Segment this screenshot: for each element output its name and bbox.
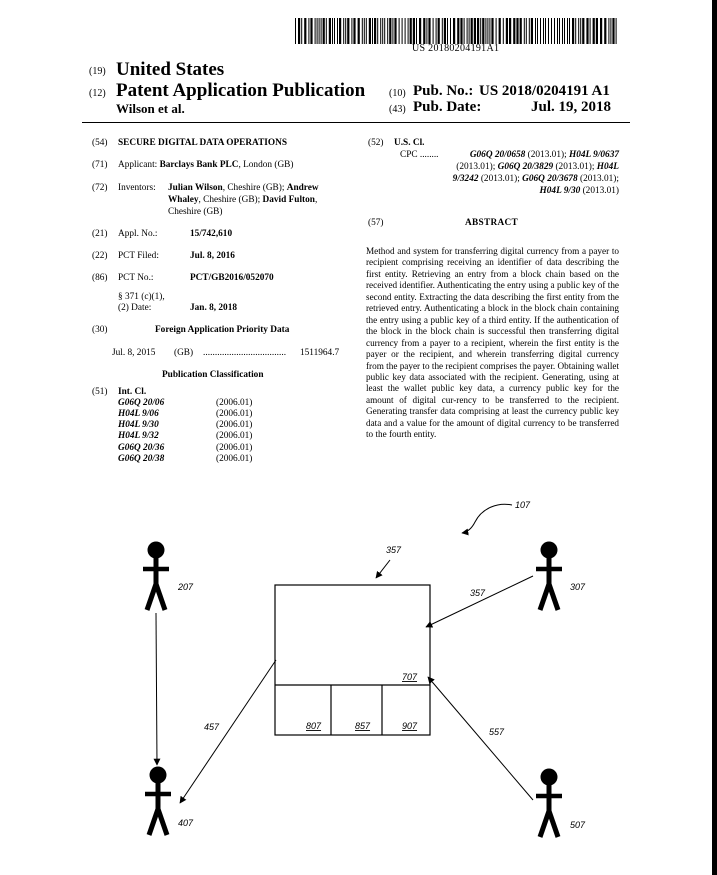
pct-no-value: PCT/GB2016/052070	[190, 273, 274, 283]
cpc-code: H04L 9/30	[539, 186, 581, 196]
cpc-year: (2013.01);	[553, 162, 597, 172]
foreign-dots: ...................................	[203, 348, 287, 358]
person-icon	[536, 542, 562, 611]
applicant-name: Barclays Bank PLC	[159, 160, 239, 170]
person-ref-label: 407	[178, 818, 194, 828]
intcl-code-item: G06Q 20/06	[118, 398, 165, 408]
person-icon	[145, 767, 171, 836]
abstract-code: (57)	[368, 218, 384, 228]
pct-no-label: PCT No.:	[118, 273, 154, 283]
foreign-country: (GB)	[174, 348, 194, 358]
cpc-line-4	[540, 186, 619, 198]
publication-type: Patent Application Publication	[116, 80, 366, 101]
cpc-label: CPC ........	[400, 150, 439, 160]
pub-no-code: (10)	[389, 88, 406, 99]
cpc-year: (2013.01);	[456, 162, 498, 172]
appl-code: (21)	[92, 229, 108, 239]
intcl-year-item: (2006.01)	[216, 454, 253, 464]
inventor-name: Whaley	[168, 195, 199, 205]
abstract-title: ABSTRACT	[465, 218, 519, 228]
figure-drawing	[0, 490, 712, 875]
cpc-year: (2013.01);	[577, 174, 619, 184]
cpc-code: 9/3242	[452, 174, 479, 184]
appl-value: 15/742,610	[190, 229, 233, 239]
system-ref-label: 107	[515, 500, 531, 510]
intcl-code-item: H04L 9/32	[118, 431, 159, 441]
arrow-ref-right: 557	[489, 727, 505, 737]
title-code: (54)	[92, 138, 108, 148]
cpc-line-2	[456, 162, 619, 174]
person-ref-label: 207	[178, 582, 194, 592]
uscl-label: U.S. Cl.	[394, 138, 425, 148]
arrow-ref-left: 457	[204, 722, 220, 732]
cpc-year: (2013.01)	[580, 186, 619, 196]
inventor-name: Andrew	[286, 183, 319, 193]
abstract-text: Method and system for transferring digital currency from a payer to recipient comprising receiving an identifier of data describing the first entity. Retrieving an entry from a block chain based on the received identifier. Authenticating the entry using a public key of the second entity. Extracting the data describing the first entity from the retrieved entry. Authenticating a block in the block chain containing the entry using a public key of a third entity. If the authentication of the block in the block chain is successful then transferring digital currency from a payer to a recipient, wherein the first entity is the payer or the recipient, and wherein transferring digital currency from the payer to the recipient comprises the payer. Obtaining wallet public key data associated with the recipient. Generating, using at least the wallet public key data, a currency public key for the amount of digital cur-rency to be transferred to the recipient. Generating transfer data comprising at least the currency public key data and a value for the amount of digital currency to be transferred to the fourth entity.	[366, 246, 619, 440]
pct-filed-value: Jul. 8, 2016	[190, 251, 235, 261]
pct-filed-label: PCT Filed:	[118, 251, 159, 261]
intcl-code-item: G06Q 20/38	[118, 454, 165, 464]
intcl-year-item: (2006.01)	[216, 431, 253, 441]
foreign-date: Jul. 8, 2015	[112, 348, 156, 358]
country-name: United States	[116, 59, 225, 80]
cell-ref-label: 857	[355, 721, 371, 731]
pub-date-value: Jul. 19, 2018	[531, 99, 612, 115]
inventor-short: Wilson et al.	[116, 101, 185, 116]
cpc-line-1	[470, 150, 619, 162]
arrow-507-to-block	[428, 677, 533, 800]
intcl-code: (51)	[92, 387, 108, 397]
person-icon	[536, 769, 562, 838]
foreign-title: Foreign Application Priority Data	[155, 325, 290, 335]
cpc-code: G06Q 20/0658	[469, 150, 526, 160]
header-rule	[82, 122, 630, 123]
person-ref-label: 307	[570, 582, 586, 592]
barcode-number: US 20180204191A1	[412, 43, 500, 54]
cpc-code: H04L	[596, 162, 619, 172]
box-ref-label: 707	[402, 672, 418, 682]
cpc-year: (2013.01);	[478, 174, 523, 184]
arrow-207-to-407	[156, 613, 157, 765]
pct-no-code: (86)	[92, 273, 108, 283]
inventor-location: , Cheshire (GB);	[222, 183, 287, 193]
country-code: (19)	[89, 66, 106, 77]
publication-classification-title: Publication Classification	[162, 370, 264, 380]
applicant-code: (71)	[92, 160, 108, 170]
cell-ref-label: 907	[402, 721, 418, 731]
cpc-year: (2013.01);	[525, 150, 569, 160]
applicant-line	[118, 160, 293, 172]
foreign-number: 1511964.7	[300, 348, 340, 358]
pub-no-value: US 2018/0204191 A1	[479, 83, 610, 99]
cell-ref-label: 807	[306, 721, 322, 731]
cpc-code: H04L 9/0637	[568, 150, 619, 160]
intcl-code-item: H04L 9/06	[118, 409, 159, 419]
cpc-line-3	[453, 174, 619, 186]
barcode-image	[295, 18, 619, 44]
arrow-307-to-block	[426, 576, 533, 627]
intcl-year-item: (2006.01)	[216, 398, 253, 408]
kind-code: (12)	[89, 88, 106, 99]
pub-date-code: (43)	[389, 104, 406, 115]
intcl-label: Int. Cl.	[118, 387, 147, 397]
inventors-code: (72)	[92, 183, 108, 193]
applicant-label: Applicant:	[118, 160, 158, 170]
intcl-code-item: H04L 9/30	[118, 420, 159, 430]
inventor-line-3: Cheshire (GB)	[168, 207, 223, 217]
system-ref-leader	[462, 504, 512, 533]
pct-filed-code: (22)	[92, 251, 108, 261]
inventor-location: , Cheshire (GB);	[198, 195, 263, 205]
pub-date-label: Pub. Date:	[413, 99, 482, 115]
inventor-separator: ,	[314, 195, 318, 205]
foreign-code: (30)	[92, 325, 108, 335]
intcl-year-item: (2006.01)	[216, 409, 253, 419]
inventor-line-1	[168, 183, 319, 195]
intcl-code-item: G06Q 20/36	[118, 443, 165, 453]
inventor-line-2	[168, 195, 317, 207]
block-ref-arrow-top	[376, 560, 390, 578]
applicant-location: , London (GB)	[238, 160, 294, 170]
s371-line-2: (2) Date:	[118, 303, 152, 313]
intcl-year-item: (2006.01)	[216, 420, 253, 430]
inventor-name: Julian Wilson	[168, 183, 223, 193]
pub-no-label: Pub. No.:	[413, 83, 474, 99]
inventor-name: David Fulton	[262, 195, 315, 205]
person-icon	[143, 542, 169, 611]
block-ref-label-top: 357	[386, 545, 402, 555]
title: SECURE DIGITAL DATA OPERATIONS	[118, 138, 288, 148]
arrow-block-to-407	[180, 660, 276, 803]
uscl-code: (52)	[368, 138, 384, 148]
cpc-code: G06Q 20/3829	[497, 162, 554, 172]
intcl-year-item: (2006.01)	[216, 443, 253, 453]
inventors-label: Inventors:	[118, 183, 156, 193]
block-ref-label-side: 357	[470, 588, 486, 598]
s371-line-1: § 371 (c)(1),	[118, 292, 165, 302]
block-box	[275, 585, 430, 735]
person-ref-label: 507	[570, 820, 586, 830]
appl-label: Appl. No.:	[118, 229, 158, 239]
s371-value: Jan. 8, 2018	[190, 303, 238, 313]
cpc-code: G06Q 20/3678	[522, 174, 578, 184]
